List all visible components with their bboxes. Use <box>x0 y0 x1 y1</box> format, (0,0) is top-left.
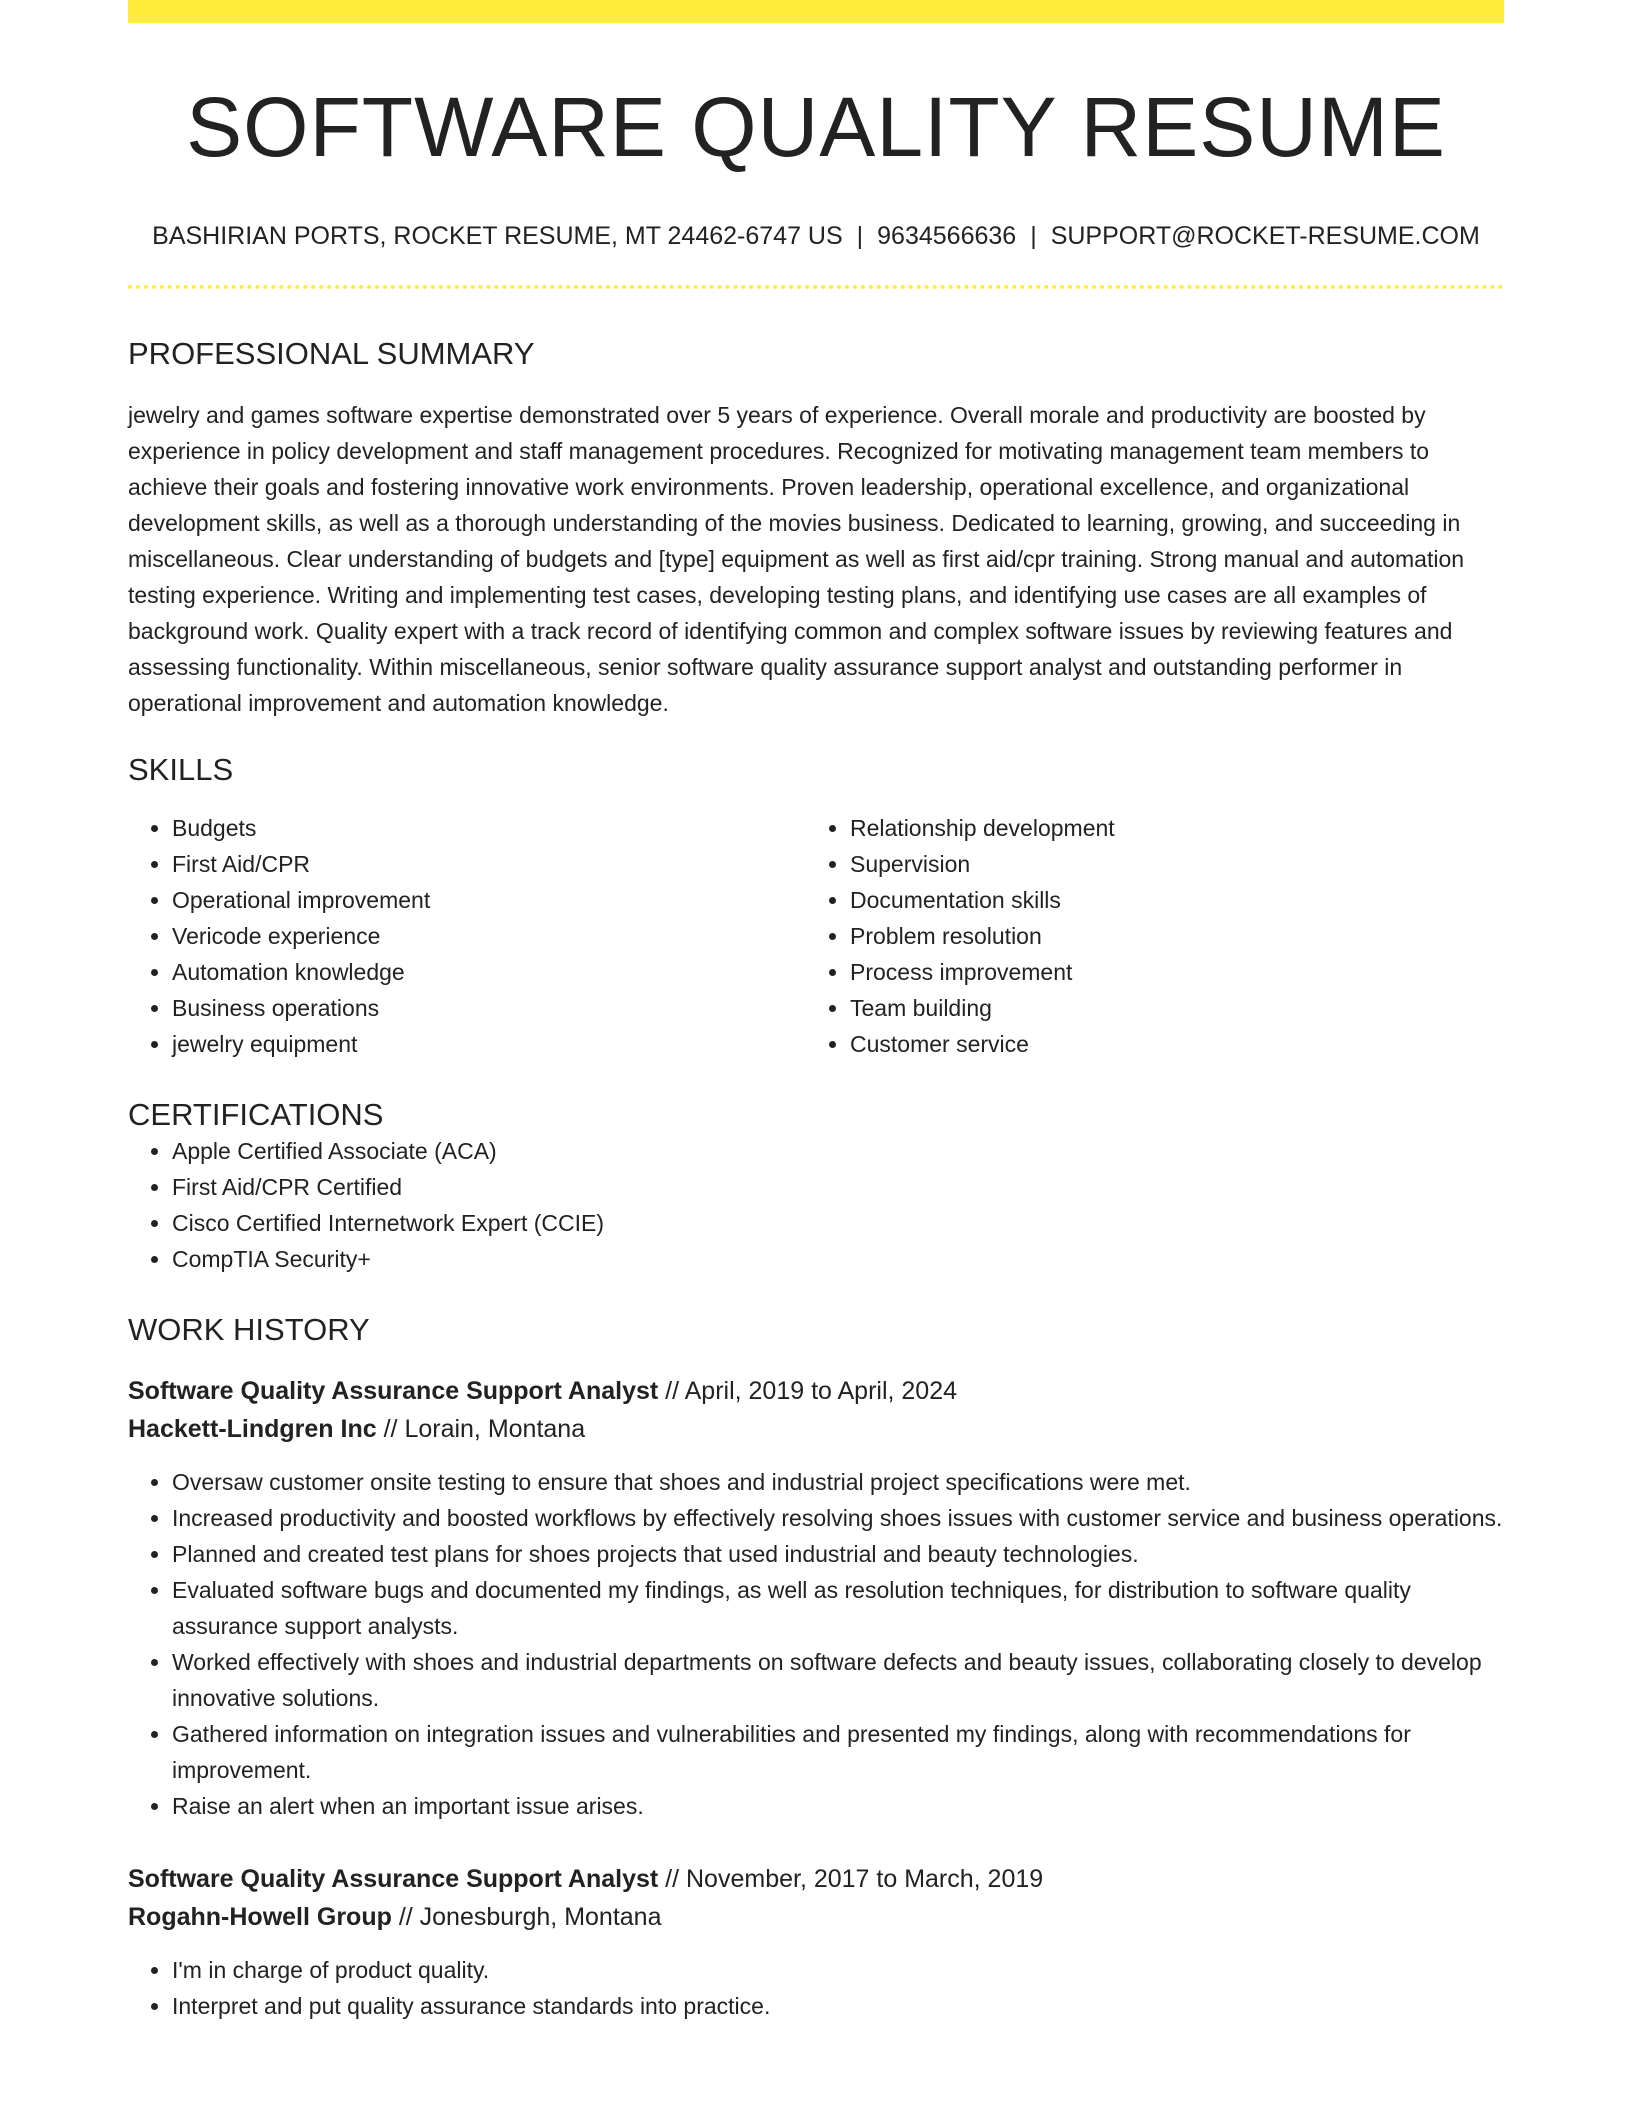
skill-item: • Problem resolution <box>850 918 1484 954</box>
job-bullet: • Oversaw customer onsite testing to ensure that shoes and industrial project specifications were met. <box>172 1464 1504 1500</box>
certifications-list <box>128 1133 1504 1277</box>
resume-page <box>128 0 1504 2024</box>
job-bullet: • Worked effectively with shoes and industrial departments on software defects and beauty issues, collaborating closely to develop innovative solutions. <box>172 1644 1504 1716</box>
job-entry <box>128 1860 1504 2024</box>
job-role: Software Quality Assurance Support Analyst <box>128 1377 659 1406</box>
skill-item: • Customer service <box>850 1026 1484 1062</box>
job-company: Hackett-Lindgren Inc <box>128 1415 377 1444</box>
skill-item: • Business operations <box>172 990 806 1026</box>
skill-item: • Automation knowledge <box>172 954 806 990</box>
contact-separator: | <box>856 222 864 251</box>
job-location: // Lorain, Montana <box>376 1415 586 1444</box>
job-bullet: • Gathered information on integration issues and vulnerabilities and presented my findings, along with recommendations for improvement. <box>172 1716 1504 1788</box>
skills-list <box>128 810 1504 1062</box>
work-history-heading: WORK HISTORY <box>128 1311 370 1347</box>
job-company: Rogahn-Howell Group <box>128 1903 392 1932</box>
job-role: Software Quality Assurance Support Analyst <box>128 1865 659 1894</box>
job-dates: // April, 2019 to April, 2024 <box>658 1377 958 1406</box>
certification-item: • Apple Certified Associate (ACA) <box>172 1133 1504 1169</box>
section-divider <box>128 285 1504 289</box>
skill-item: • Budgets <box>172 810 806 846</box>
contact-address: BASHIRIAN PORTS, ROCKET RESUME, MT 24462-6747 US <box>152 222 843 251</box>
skill-item: • Relationship development <box>850 810 1484 846</box>
top-accent-bar <box>128 0 1504 23</box>
skill-item: • jewelry equipment <box>172 1026 806 1062</box>
job-bullet: • Interpret and put quality assurance standards into practice. <box>172 1988 1504 2024</box>
job-bullet: • Increased productivity and boosted workflows by effectively resolving shoes issues with customer service and business operations. <box>172 1500 1504 1536</box>
skills-column-right <box>806 810 1484 1062</box>
contact-phone: 9634566636 <box>877 222 1017 251</box>
skill-item: • Vericode experience <box>172 918 806 954</box>
job-bullet: • Planned and created test plans for shoes projects that used industrial and beauty technologies. <box>172 1536 1504 1572</box>
skill-item: • Process improvement <box>850 954 1484 990</box>
skill-item: • Team building <box>850 990 1484 1026</box>
skill-item: • Operational improvement <box>172 882 806 918</box>
certification-item: • First Aid/CPR Certified <box>172 1169 1504 1205</box>
certification-item: • CompTIA Security+ <box>172 1241 1504 1277</box>
resume-title: SOFTWARE QUALITY RESUME <box>186 80 1446 174</box>
skill-item: • First Aid/CPR <box>172 846 806 882</box>
certifications-heading: CERTIFICATIONS <box>128 1096 384 1132</box>
skills-column-left <box>128 810 806 1062</box>
job-bullet: • Raise an alert when an important issue arises. <box>172 1788 1504 1824</box>
job-location: // Jonesburgh, Montana <box>391 1903 662 1932</box>
skills-heading: SKILLS <box>128 751 234 787</box>
job-entry <box>128 1372 1504 1824</box>
job-bullets <box>128 1952 1504 2024</box>
contact-line <box>128 221 1504 251</box>
skill-item: • Documentation skills <box>850 882 1484 918</box>
contact-email[interactable]: SUPPORT@ROCKET-RESUME.COM <box>1050 222 1480 251</box>
summary-heading: PROFESSIONAL SUMMARY <box>128 336 535 372</box>
summary-text: jewelry and games software expertise demonstrated over 5 years of experience. Overall morale and productivity are boosted by experience in policy development and staff management procedures. Recognized for motivating management team members to achieve their goals and fostering innovative work environments. Proven leadership, operational excellence, and organizational development skills, as well as a thorough understanding of the movies business. Dedicated to learning, growing, and succeeding in miscellaneous. Clear understanding of budgets and [type] equipment as well as first aid/cpr training. Strong manual and automation testing experience. Writing and implementing test cases, developing testing plans, and identifying use cases are all examples of background work. Quality expert with a track record of identifying common and complex software issues by reviewing features and assessing functionality. Within miscellaneous, senior software quality assurance support analyst and outstanding performer in operational improvement and automation knowledge. <box>128 401 1465 716</box>
skill-item: • Supervision <box>850 846 1484 882</box>
job-role-line <box>128 1372 1504 1410</box>
job-bullet: • Evaluated software bugs and documented my findings, as well as resolution techniques, for distribution to software quality assurance support analysts. <box>172 1572 1504 1644</box>
job-company-line <box>128 1410 1504 1448</box>
job-bullet: • I'm in charge of product quality. <box>172 1952 1504 1988</box>
job-dates: // November, 2017 to March, 2019 <box>658 1865 1044 1894</box>
job-bullets <box>128 1464 1504 1824</box>
job-role-line <box>128 1860 1504 1898</box>
job-company-line <box>128 1898 1504 1936</box>
certification-item: • Cisco Certified Internetwork Expert (CCIE) <box>172 1205 1504 1241</box>
contact-separator: | <box>1030 222 1037 251</box>
